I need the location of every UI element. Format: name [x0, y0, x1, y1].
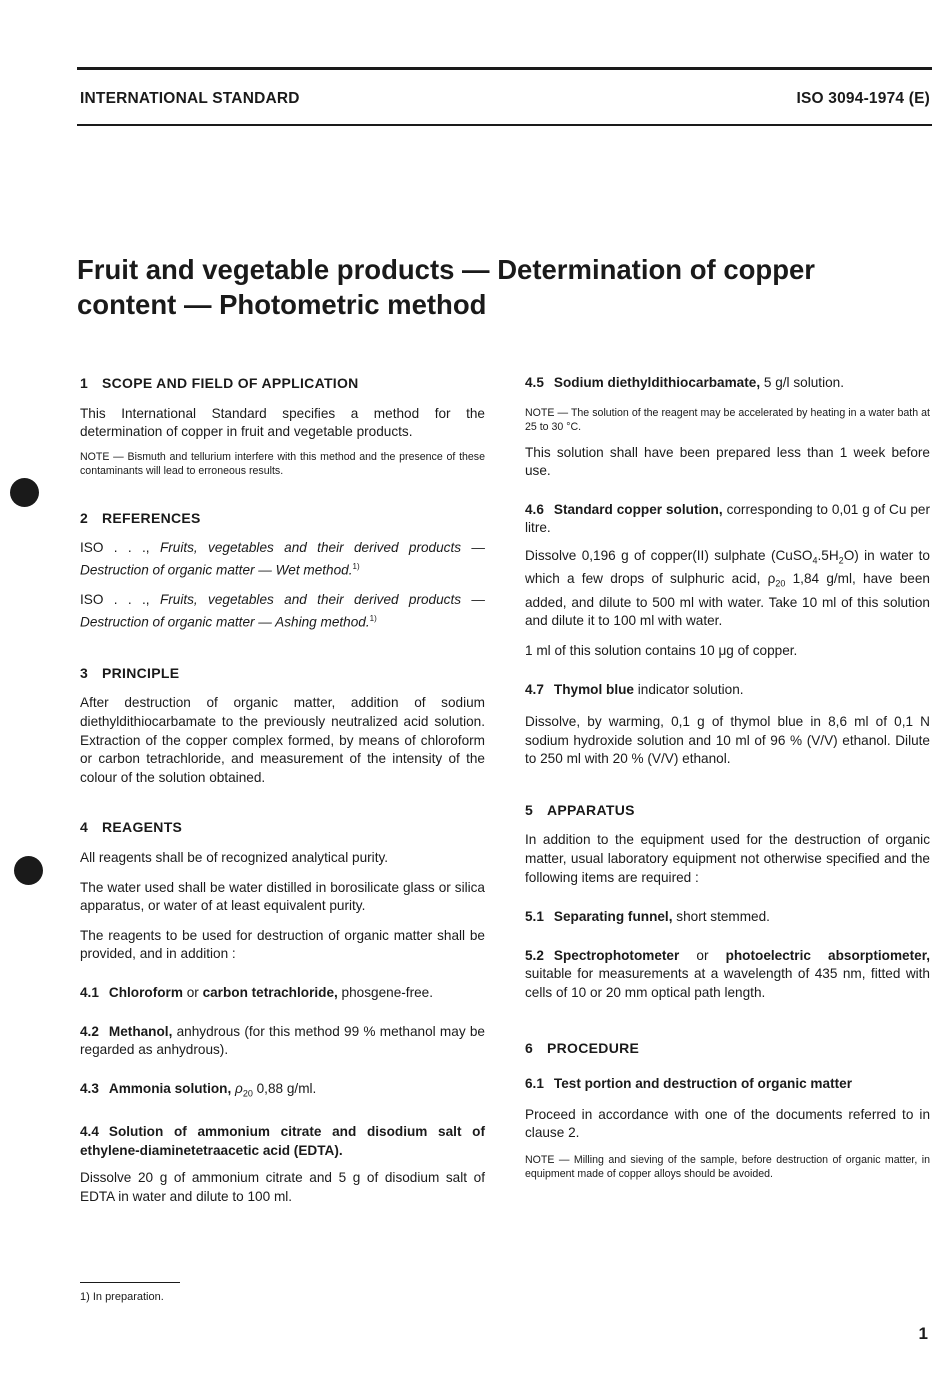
item-4-1: 4.1 Chloroform or carbon tetrachloride, phosgene-free. — [80, 984, 434, 1000]
section-heading-3: 3 PRINCIPLE — [80, 664, 180, 681]
reference-2: ISO . . ., Fruits, vegetables and their derived products — Destruction of organic matter — Ashing method.$^{1)}$ — [80, 592, 485, 630]
item-4-6-paragraph-2: 1 ml of this solution contains 10 μg of copper. — [525, 642, 798, 658]
footnote: 1) In preparation. — [80, 1291, 164, 1303]
item-6-1: 6.1 Test portion and destruction of organic matter — [525, 1076, 852, 1092]
item-4-4: 4.4 Solution of ammonium citrate and disodium salt of ethylene-diaminetetraacetic acid (EDTA). — [80, 1124, 485, 1158]
section-heading-2: 2 REFERENCES — [80, 509, 201, 526]
item-4-3: 4.3 Ammonia solution, $\rho_{20}$ 0,88 g/ml. — [80, 1080, 317, 1099]
section-heading-6: 6 PROCEDURE — [525, 1039, 640, 1056]
top-rule — [77, 67, 932, 70]
item-4-4-paragraph: Dissolve 20 g of ammonium citrate and 5 g of disodium salt of EDTA in water and dilute to 100 ml. — [80, 1170, 485, 1204]
item-4-5: 4.5 Sodium diethyldithiocarbamate, 5 g/l solution. — [525, 375, 844, 390]
item-4-7: 4.7 Thymol blue indicator solution. — [525, 682, 744, 698]
item-4-6-paragraph-1: Dissolve 0,196 g of copper(II) sulphate $(CuSO_4.5H_2O)$ in water to which a few drops of sulphuric acid, $\rho_{20}$ 1,84 g/ml, have been added, and dilute to 500 ml with water. Take 10 ml of this solution and dilute it to 100 ml with water. — [525, 547, 930, 629]
page-number: 1 — [918, 1324, 928, 1343]
scope-note: NOTE — Bismuth and tellurium interfere with this method and the presence of these contaminants will lead to erroneous results. — [80, 450, 485, 478]
footnote-rule — [80, 1282, 180, 1283]
item-4-5-note: NOTE — The solution of the reagent may be accelerated by heating in a water bath at 25 to 30 °C. — [525, 406, 930, 434]
section-heading-4: 4 REAGENTS — [80, 819, 183, 836]
item-5-1: 5.1 Separating funnel, short stemmed. — [525, 909, 770, 925]
section-heading-1: 1 SCOPE AND FIELD OF APPLICATION — [80, 375, 359, 391]
punch-hole-mark — [10, 478, 39, 507]
document-title — [77, 252, 927, 322]
scope-paragraph: This International Standard specifies a method for the determination of copper in fruit and vegetable products. — [80, 405, 485, 440]
item-5-2: 5.2 Spectrophotometer or photoelectric absorptiometer, suitable for measurements at a wavelength of 435 nm, fitted with cells of 10 or 20 mm optical path length. — [525, 947, 931, 1000]
item-4-5-paragraph: This solution shall have been prepared less than 1 week before use. — [525, 444, 930, 479]
reagents-paragraph-3: The reagents to be used for destruction of organic matter shall be provided, and in addition : — [80, 927, 485, 962]
reagents-paragraph-2: The water used shall be water distilled in borosilicate glass or silica apparatus, or water of at least equivalent purity. — [80, 879, 485, 914]
title-line-2: content — Photometric method — [77, 289, 487, 320]
apparatus-paragraph: In addition to the equipment used for the destruction of organic matter, usual laboratory equipment not otherwise specified and the following items are required : — [525, 832, 930, 885]
item-6-1-note: NOTE — Milling and sieving of the sample, before destruction of organic matter, in equipment made of copper alloys should be avoided. — [525, 1153, 930, 1181]
punch-hole-mark — [14, 856, 43, 885]
item-6-1-paragraph: Proceed in accordance with one of the documents referred to in clause 2. — [525, 1106, 930, 1141]
header-rule — [77, 124, 932, 126]
section-heading-5: 5 APPARATUS — [525, 801, 635, 818]
header-left: INTERNATIONAL STANDARD — [80, 90, 300, 107]
item-4-7-paragraph: Dissolve, by warming, 0,1 g of thymol blue in 8,6 ml of 0,1 N sodium hydroxide solution and 10 ml of 96 % (V/V) ethanol. Dilute to 250 ml with 20 % (V/V) ethanol. — [525, 713, 930, 767]
title-line-1: Fruit and vegetable products — Determination of copper — [77, 254, 816, 285]
reference-1: ISO . . ., Fruits, vegetables and their derived products — Destruction of organic matter — Wet method.$^{1)}$ — [80, 540, 485, 578]
item-4-6: 4.6 Standard copper solution, corresponding to 0,01 g of Cu per litre. — [525, 501, 931, 536]
header-right: ISO 3094-1974 (E) — [796, 90, 930, 107]
right-column — [525, 374, 930, 1182]
left-column — [80, 374, 485, 1206]
principle-paragraph: After destruction of organic matter, addition of sodium diethyldithiocarbamate to the previously neutralized acid solution. Extraction of the copper complex formed, by means of chloroform or carbon tetrachloride, and measurement of the intensity of the colour of the solution obtained. — [80, 695, 485, 785]
item-4-2: 4.2 Methanol, anhydrous (for this method 99 % methanol may be regarded as anhydrous). — [80, 1023, 485, 1058]
reagents-paragraph-1: All reagents shall be of recognized analytical purity. — [80, 849, 389, 865]
